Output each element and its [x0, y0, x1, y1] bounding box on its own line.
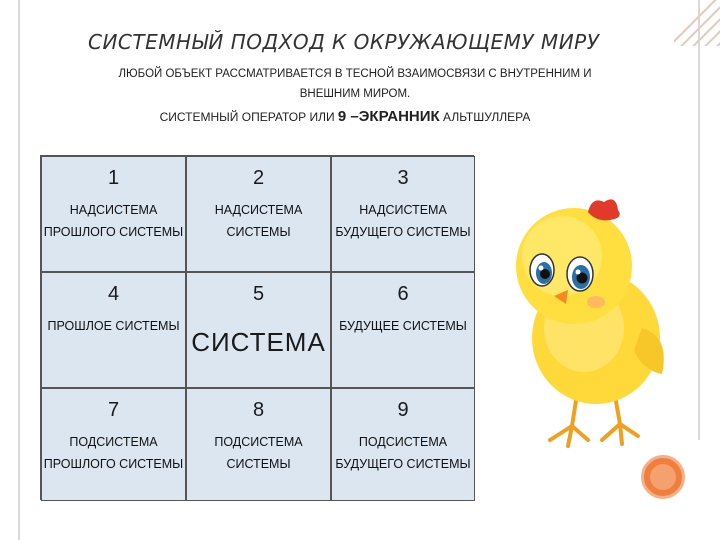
grid-cell-3	[331, 156, 475, 272]
cell-number: 7	[107, 399, 120, 421]
cell-number: 8	[252, 399, 265, 421]
grid-cell-5	[186, 272, 331, 388]
corner-stripes-decoration	[674, 0, 720, 46]
cell-number: 1	[107, 167, 120, 189]
grid-cell-1	[41, 156, 186, 272]
grid-cell-7	[41, 388, 186, 501]
subtitle-line-1: ЛЮБОЙ ОБЪЕКТ РАССМАТРИВАЕТСЯ В ТЕСНОЙ ВЗАИМОСВЯЗИ С ВНУТРЕННИМ И	[118, 68, 592, 80]
operator-bold: 9 –ЭКРАННИК	[337, 108, 440, 125]
cell-number: 3	[397, 167, 409, 189]
cell-label: НАДСИСТЕМА БУДУЩЕГО СИСТЕМЫ	[335, 203, 471, 239]
cell-label: ПОДСИСТЕМА ПРОШЛОГО СИСТЕМЫ	[43, 435, 184, 471]
subtitle-line-2: ВНЕШНИМ МИРОМ.	[299, 88, 411, 100]
operator-suffix: АЛЬТШУЛЛЕРА	[439, 110, 531, 124]
cell-label: ПОДСИСТЕМА СИСТЕМЫ	[214, 435, 303, 471]
cell-label: НАДСИСТЕМА ПРОШЛОГО СИСТЕМЫ	[43, 203, 184, 239]
cell-number: 9	[397, 399, 409, 421]
grid-cell-2	[186, 156, 331, 272]
operator-line	[80, 108, 610, 125]
slide-title: СИСТЕМНЫЙ ПОДХОД К ОКРУЖАЮЩЕМУ МИРУ	[88, 30, 600, 54]
chick-illustration	[492, 178, 702, 458]
cell-number: 4	[107, 283, 120, 305]
slide-subtitle	[50, 64, 660, 104]
cell-number: 5	[252, 283, 265, 305]
cell-label: ПРОШЛОЕ СИСТЕМЫ	[47, 319, 180, 333]
cell-number: 2	[252, 167, 265, 189]
cell-label: БУДУЩЕЕ СИСТЕМЫ	[339, 319, 467, 333]
grid-cell-8	[186, 388, 331, 501]
grid-cell-4	[41, 272, 186, 388]
cell-label-system: СИСТЕМА	[191, 327, 326, 357]
cell-number: 6	[397, 283, 409, 305]
orange-circle-decoration	[641, 455, 685, 499]
cell-label: ПОДСИСТЕМА БУДУЩЕГО СИСТЕМЫ	[335, 435, 471, 471]
grid-cell-9	[331, 388, 475, 501]
frame-left-border	[18, 0, 20, 540]
grid-cell-6	[331, 272, 475, 388]
operator-prefix: СИСТЕМНЫЙ ОПЕРАТОР ИЛИ	[159, 110, 338, 124]
nine-screen-grid	[40, 155, 474, 500]
cell-label: НАДСИСТЕМА СИСТЕМЫ	[214, 203, 303, 239]
